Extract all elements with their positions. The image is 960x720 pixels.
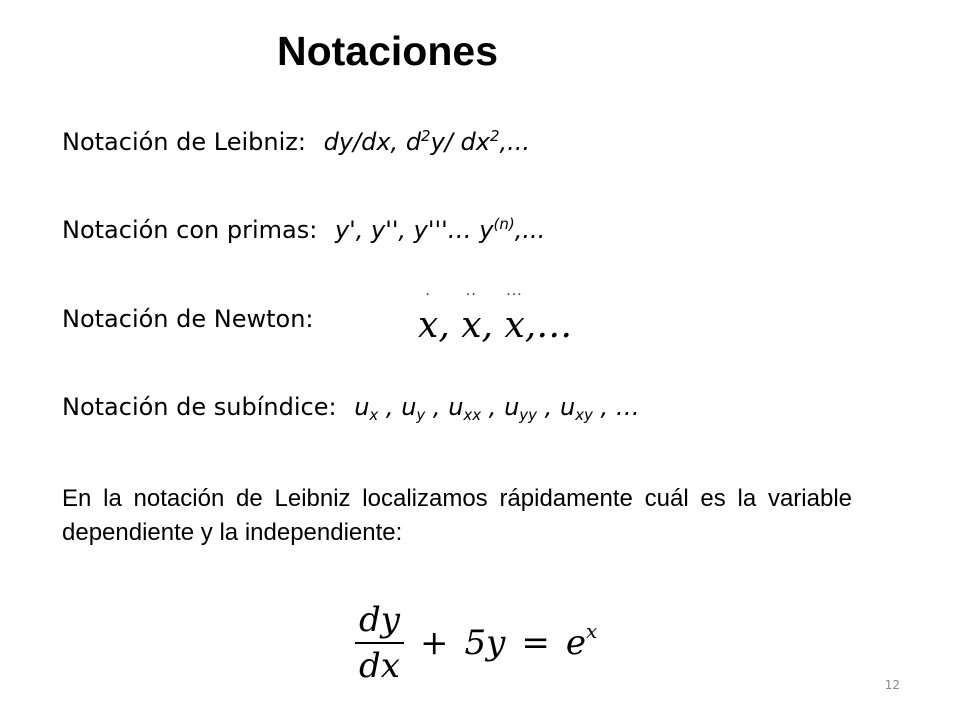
leibniz-expression: dy/dx, $d^2y/$ $dx^2$,...	[323, 127, 531, 156]
subindice-expression: $u_x$ , $u_y$ , $u_{xx}$ , $u_{yy}$ , $u_{xy}$ , …	[354, 393, 640, 424]
newton-label: Notación de Newton:	[62, 305, 314, 333]
primas-line	[62, 216, 545, 244]
subindice-line	[62, 393, 640, 424]
newton-line	[62, 305, 324, 333]
primas-label: Notación con primas:	[62, 216, 318, 244]
primas-expression: y', y'', y'''… $y^{(n)}$,...	[334, 215, 546, 244]
slide-title: Notaciones	[277, 28, 498, 74]
example-equation: $\frac{dy}{dx}$ + 5y = $e^x$	[355, 600, 597, 686]
subindice-label: Notación de subíndice:	[62, 393, 337, 421]
explanation-paragraph: En la notación de Leibniz localizamos rápidamente cuál es la variable dependiente y la independiente:	[62, 485, 852, 546]
newton-expression: · x, ·· x, ··· x,…	[418, 287, 573, 346]
derivative-fraction: $\frac{dy}{dx}$	[355, 600, 404, 686]
slide-number: 12	[884, 678, 900, 692]
leibniz-label: Notación de Leibniz:	[62, 128, 306, 156]
leibniz-line	[62, 128, 530, 156]
